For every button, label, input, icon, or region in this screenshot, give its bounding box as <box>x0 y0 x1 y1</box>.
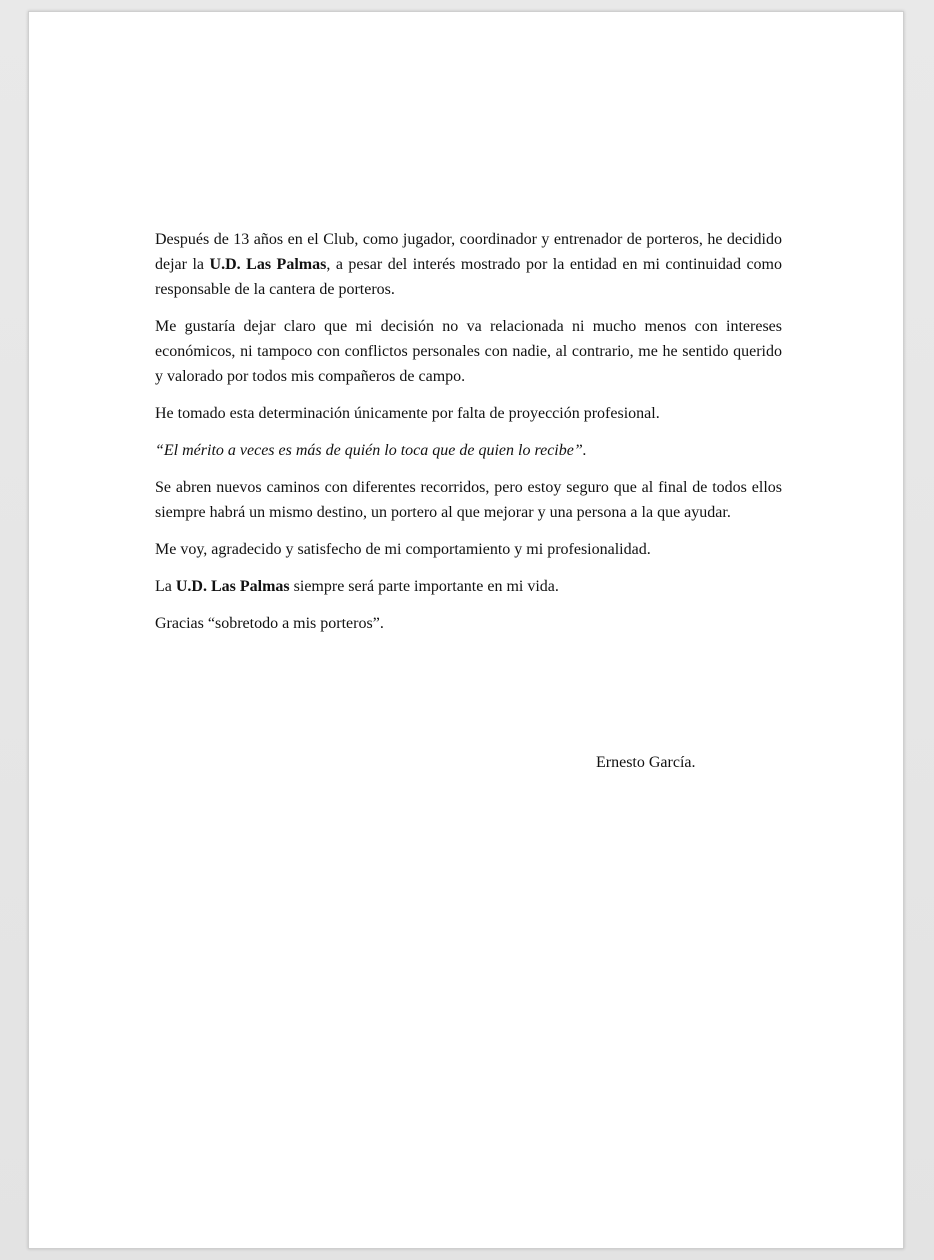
paragraph-intro-end: , a pesar del interés mostrado por la entidad en mi continuidad como responsable de la cantera de porteros. <box>155 256 782 298</box>
paragraph-thanks: Gracias “sobretodo a mis porteros”. <box>155 615 384 632</box>
paragraph-intro-start: Después de 13 años en el Club, como jugador, coordinador y entrenador de porteros, he decidido dejar la <box>155 231 782 273</box>
paragraph-intro <box>155 227 782 302</box>
paragraph-new-paths: Se abren nuevos caminos con diferentes recorridos, pero estoy seguro que al final de todos ellos siempre habrá un mismo destino, un portero al que mejorar y una persona a la que ayudar. <box>155 479 782 521</box>
paragraph-decision: He tomado esta determinación únicamente por falta de proyección profesional. <box>155 405 660 422</box>
paragraph-farewell: Me voy, agradecido y satisfecho de mi comportamiento y mi profesionalidad. <box>155 541 651 558</box>
paragraph-club <box>155 574 782 599</box>
club-name-bold-2: U.D. Las Palmas <box>175 578 290 595</box>
club-name-bold: U.D. Las Palmas <box>209 256 327 273</box>
paragraph-club-start: La <box>155 578 176 595</box>
letter-body <box>155 227 782 648</box>
paragraph-club-end: siempre será parte importante en mi vida. <box>289 578 559 595</box>
quote-paragraph: “El mérito a veces es más de quién lo toca que de quien lo recibe”. <box>155 442 587 459</box>
paragraph-reasons: Me gustaría dejar claro que mi decisión no va relacionada ni mucho menos con intereses económicos, ni tampoco con conflictos personales con nadie, al contrario, me he sentido querido y valorado por todos mis compañeros de campo. <box>155 318 782 385</box>
document-page <box>28 11 904 1249</box>
signature: Ernesto García. <box>596 754 696 771</box>
